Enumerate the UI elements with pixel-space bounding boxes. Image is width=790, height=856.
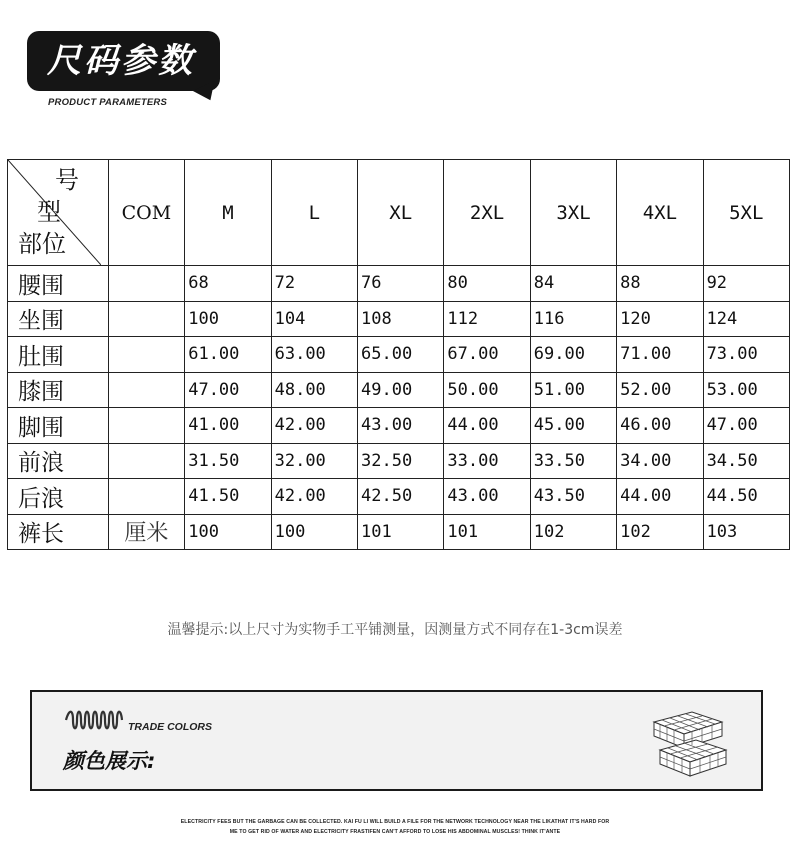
size-table <box>7 159 790 550</box>
size-value-cell: 72 <box>271 266 357 302</box>
size-value-cell: 32.00 <box>271 443 357 479</box>
size-value-cell: 31.50 <box>185 443 271 479</box>
size-value-cell: 43.50 <box>530 479 616 515</box>
size-value-cell: 48.00 <box>271 372 357 408</box>
size-value-cell: 108 <box>358 301 444 337</box>
header-size: L <box>271 160 357 266</box>
size-value-cell: 49.00 <box>358 372 444 408</box>
unit-cell <box>108 372 185 408</box>
size-value-cell: 80 <box>444 266 530 302</box>
page-title: 尺码参数 <box>47 41 195 81</box>
size-value-cell: 42.50 <box>358 479 444 515</box>
header-size: XL <box>358 160 444 266</box>
part-label: 膝围 <box>8 372 109 408</box>
size-value-cell: 102 <box>617 514 703 550</box>
part-label: 坐围 <box>8 301 109 337</box>
size-value-cell: 124 <box>703 301 789 337</box>
size-value-cell: 120 <box>617 301 703 337</box>
table-row <box>8 514 790 550</box>
size-value-cell: 51.00 <box>530 372 616 408</box>
measurement-tip: 温馨提示:以上尺寸为实物手工平铺测量，因测量方式不同存在1-3cm误差 <box>167 622 623 638</box>
corner-cell <box>8 160 109 266</box>
spring-icon <box>64 709 124 731</box>
footer-line: ELECTRICITY FEES BUT THE GARBAGE CAN BE COLLECTED. KAI FU LI WILL BUILD A FILE FOR THE NETWORK TECHNOLOGY NEAR THE LIKATHAT IT'S HARD FOR <box>180 819 610 825</box>
unit-cell <box>108 479 185 515</box>
unit-cell <box>108 443 185 479</box>
size-value-cell: 42.00 <box>271 408 357 444</box>
part-label: 肚围 <box>8 337 109 373</box>
table-body <box>8 266 790 550</box>
size-value-cell: 67.00 <box>444 337 530 373</box>
corner-label-hao: 号 <box>55 166 79 194</box>
table-row <box>8 479 790 515</box>
part-label: 裤长 <box>8 514 109 550</box>
table-row <box>8 266 790 302</box>
unit-cell <box>108 337 185 373</box>
size-value-cell: 47.00 <box>185 372 271 408</box>
size-value-cell: 50.00 <box>444 372 530 408</box>
size-value-cell: 42.00 <box>271 479 357 515</box>
size-value-cell: 43.00 <box>358 408 444 444</box>
table-row <box>8 301 790 337</box>
size-value-cell: 52.00 <box>617 372 703 408</box>
corner-label-buwei: 部位 <box>18 230 66 258</box>
size-value-cell: 69.00 <box>530 337 616 373</box>
size-value-cell: 41.00 <box>185 408 271 444</box>
size-value-cell: 44.00 <box>444 408 530 444</box>
size-value-cell: 100 <box>185 514 271 550</box>
unit-cell <box>108 266 185 302</box>
size-value-cell: 104 <box>271 301 357 337</box>
size-value-cell: 101 <box>444 514 530 550</box>
size-value-cell: 92 <box>703 266 789 302</box>
size-value-cell: 100 <box>185 301 271 337</box>
size-value-cell: 47.00 <box>703 408 789 444</box>
header-size: 3XL <box>530 160 616 266</box>
size-value-cell: 43.00 <box>444 479 530 515</box>
table-row <box>8 372 790 408</box>
size-value-cell: 46.00 <box>617 408 703 444</box>
part-label: 后浪 <box>8 479 109 515</box>
size-value-cell: 33.50 <box>530 443 616 479</box>
footer-line: ME TO GET RID OF WATER AND ELECTRICITY FRASTIFEN CAN'T AFFORD TO LOSE HIS ABDOMINAL MUSCLES! THINK IT'ANTE <box>229 829 561 835</box>
size-value-cell: 102 <box>530 514 616 550</box>
size-value-cell: 45.00 <box>530 408 616 444</box>
size-value-cell: 41.50 <box>185 479 271 515</box>
size-value-cell: 76 <box>358 266 444 302</box>
header-com: COM <box>108 160 185 266</box>
size-value-cell: 33.00 <box>444 443 530 479</box>
table-row <box>8 337 790 373</box>
size-value-cell: 68 <box>185 266 271 302</box>
part-label: 前浪 <box>8 443 109 479</box>
header-size: M <box>185 160 271 266</box>
size-value-cell: 44.00 <box>617 479 703 515</box>
header-size: 4XL <box>617 160 703 266</box>
size-value-cell: 116 <box>530 301 616 337</box>
unit-cell: 厘米 <box>108 514 185 550</box>
footer-text <box>0 817 790 837</box>
size-value-cell: 101 <box>358 514 444 550</box>
size-value-cell: 71.00 <box>617 337 703 373</box>
size-value-cell: 103 <box>703 514 789 550</box>
size-value-cell: 34.50 <box>703 443 789 479</box>
unit-cell <box>108 301 185 337</box>
table-row <box>8 408 790 444</box>
size-value-cell: 84 <box>530 266 616 302</box>
table-header-row <box>8 160 790 266</box>
trade-colors-label: TRADE COLORS <box>128 721 212 733</box>
size-value-cell: 100 <box>271 514 357 550</box>
size-value-cell: 34.00 <box>617 443 703 479</box>
size-value-cell: 61.00 <box>185 337 271 373</box>
corner-label-xing: 型 <box>37 198 61 226</box>
color-display-label: 颜色展示: <box>63 749 156 773</box>
table-row <box>8 443 790 479</box>
size-value-cell: 88 <box>617 266 703 302</box>
size-value-cell: 65.00 <box>358 337 444 373</box>
unit-cell <box>108 408 185 444</box>
page-subtitle: PRODUCT PARAMETERS <box>48 97 168 108</box>
part-label: 腰围 <box>8 266 109 302</box>
size-value-cell: 112 <box>444 301 530 337</box>
part-label: 脚围 <box>8 408 109 444</box>
cubes-icon <box>650 708 730 778</box>
size-value-cell: 53.00 <box>703 372 789 408</box>
size-value-cell: 32.50 <box>358 443 444 479</box>
size-value-cell: 63.00 <box>271 337 357 373</box>
size-value-cell: 73.00 <box>703 337 789 373</box>
size-value-cell: 44.50 <box>703 479 789 515</box>
header-size: 5XL <box>703 160 789 266</box>
header-size: 2XL <box>444 160 530 266</box>
